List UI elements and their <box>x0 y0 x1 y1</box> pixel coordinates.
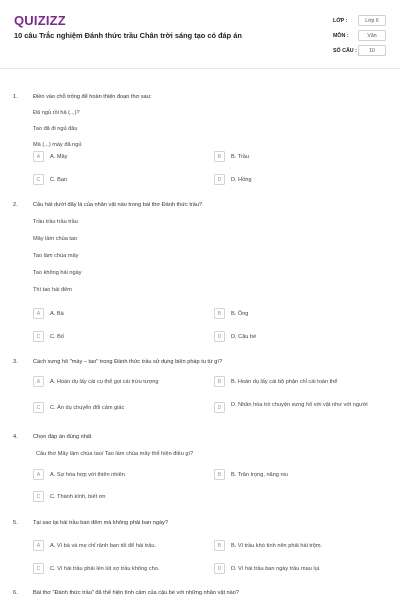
answer-option-b[interactable] <box>214 308 374 321</box>
option-text: B. Trân trọng, nâng niu <box>231 471 288 478</box>
option-text: B. Vì trầu khó tính nên phải hái trộm. <box>231 542 323 549</box>
answer-option-d[interactable] <box>214 174 374 187</box>
answer-option-a[interactable] <box>33 540 193 553</box>
option-letter-badge: A <box>33 376 44 387</box>
answer-option-d[interactable] <box>214 331 374 344</box>
question-line: Mây làm chúa tao <box>33 236 78 242</box>
meta-class-label: LỚP : <box>333 18 348 24</box>
option-text: C. Bố <box>50 333 64 340</box>
meta-count-value: 10 <box>358 45 386 56</box>
question-number: 5. <box>13 520 18 526</box>
answer-option-c[interactable] <box>33 563 193 576</box>
question-line: Đã ngủ rồi hả (...)? <box>33 110 80 116</box>
answer-option-b[interactable] <box>214 376 374 389</box>
option-letter-badge: D <box>214 563 225 574</box>
option-letter-badge: B <box>214 151 225 162</box>
answer-option-d[interactable] <box>214 563 374 576</box>
meta-class-value: Lớp 6 <box>358 15 386 26</box>
option-text: A. Bà <box>50 310 64 317</box>
question-number: 2. <box>13 202 18 208</box>
meta-subject-label: MÔN : <box>333 33 349 39</box>
answer-option-b[interactable] <box>214 151 374 164</box>
question-line: Trầu trầu trầu trầu <box>33 219 78 225</box>
option-letter-badge: A <box>33 540 44 551</box>
option-text: C. Bạn <box>50 176 68 183</box>
question-line: Câu thơ Mây làm chúa tao/ Tao làm chúa mây thể hiện điều gì? <box>36 451 194 457</box>
worksheet-title: 10 câu Trắc nghiệm Đánh thức trầu Chân trời sáng tạo có đáp án <box>14 31 242 40</box>
answer-option-a[interactable] <box>33 308 193 321</box>
option-letter-badge: D <box>214 174 225 185</box>
option-text: C. Thành kính, biết ơn <box>50 493 106 500</box>
option-letter-badge: C <box>33 174 44 185</box>
worksheet-meta <box>333 15 389 60</box>
meta-count-label: SỐ CÂU : <box>333 48 357 54</box>
option-text: A. Mây <box>50 153 68 160</box>
answer-option-a[interactable] <box>33 151 193 164</box>
answer-option-c[interactable] <box>33 174 193 187</box>
option-text: B. Ông <box>231 310 249 317</box>
question-line: Thì tao hái đêm <box>33 287 72 293</box>
option-text: D. Cậu bé <box>231 333 257 340</box>
answer-option-d[interactable] <box>214 402 374 415</box>
question-text: Điền vào chỗ trống để hoàn thiện đoạn thơ sau: <box>33 94 152 100</box>
worksheet-header <box>0 0 400 66</box>
option-letter-badge: C <box>33 563 44 574</box>
answer-option-c[interactable] <box>33 491 193 504</box>
header-divider <box>0 68 400 69</box>
question-text: Câu hát dưới đây là của nhân vật nào trong bài thơ Đánh thức trầu? <box>33 202 203 208</box>
option-text: A. Hoán dụ lấy cái cụ thể gọi cái trừu tượng <box>50 378 159 385</box>
option-letter-badge: C <box>33 331 44 342</box>
question-line: Mà (...) mày đã ngủ <box>33 142 82 148</box>
question-number: 4. <box>13 434 18 440</box>
question-text: Cách xưng hô "mày – tao" trong Đánh thức trầu sử dụng biện pháp tu từ gì? <box>33 359 223 365</box>
option-letter-badge: B <box>214 540 225 551</box>
answer-option-b[interactable] <box>214 540 374 553</box>
option-letter-badge: B <box>214 376 225 387</box>
option-text: C. Ẩn dụ chuyển đổi cảm giác <box>50 404 125 411</box>
option-letter-badge: C <box>33 402 44 413</box>
option-text: D. Vì hái trầu ban ngày trầu mau lụi. <box>231 565 321 572</box>
option-text: B. Hoán dụ lấy cái bộ phận chỉ cái toàn thể <box>231 378 338 385</box>
answer-option-c[interactable] <box>33 331 193 344</box>
meta-subject-value: Văn <box>358 30 386 41</box>
option-text: A. Vì bà và mẹ chỉ rảnh ban tối để hái trầu. <box>50 542 157 549</box>
option-text: D. Hồng <box>231 176 252 183</box>
question-text: Chọn đáp án đúng nhất <box>33 434 92 440</box>
option-text: B. Trầu <box>231 153 250 160</box>
option-letter-badge: A <box>33 308 44 319</box>
question-text: Tại sao lại hái trầu ban đêm mà không phải ban ngày? <box>33 520 168 526</box>
quizizz-logo: QUIZIZZ <box>14 13 66 28</box>
question-line: Tao làm chúa mây <box>33 253 79 259</box>
option-text: A. Sự hòa hợp với thiên nhiên <box>50 471 125 478</box>
option-letter-badge: D <box>214 331 225 342</box>
option-letter-badge: C <box>33 491 44 502</box>
question-number: 1. <box>13 94 18 100</box>
option-letter-badge: A <box>33 151 44 162</box>
answer-option-a[interactable] <box>33 469 193 482</box>
question-line: Tao không hái ngày <box>33 270 82 276</box>
question-number: 6. <box>13 590 18 596</box>
meta-count-row <box>333 45 389 60</box>
answer-option-b[interactable] <box>214 469 374 482</box>
option-letter-badge: A <box>33 469 44 480</box>
option-letter-badge: D <box>214 402 225 413</box>
option-letter-badge: B <box>214 308 225 319</box>
meta-subject-row <box>333 30 389 45</box>
option-text: D. Nhân hóa trò chuyện xưng hô với vật như với người <box>231 401 368 408</box>
question-text: Bài thơ "Đánh thức trầu" đã thể hiện tình cảm của cậu bé với những nhân vật nào? <box>33 590 240 596</box>
option-text: C. Vì hái trầu phải lén lút sợ trầu không cho. <box>50 565 160 572</box>
answer-option-c[interactable] <box>33 402 193 415</box>
meta-class-row <box>333 15 389 30</box>
option-letter-badge: B <box>214 469 225 480</box>
answer-option-a[interactable] <box>33 376 193 389</box>
question-line: Tao đã đi ngủ đâu <box>33 126 78 132</box>
question-number: 3. <box>13 359 18 365</box>
